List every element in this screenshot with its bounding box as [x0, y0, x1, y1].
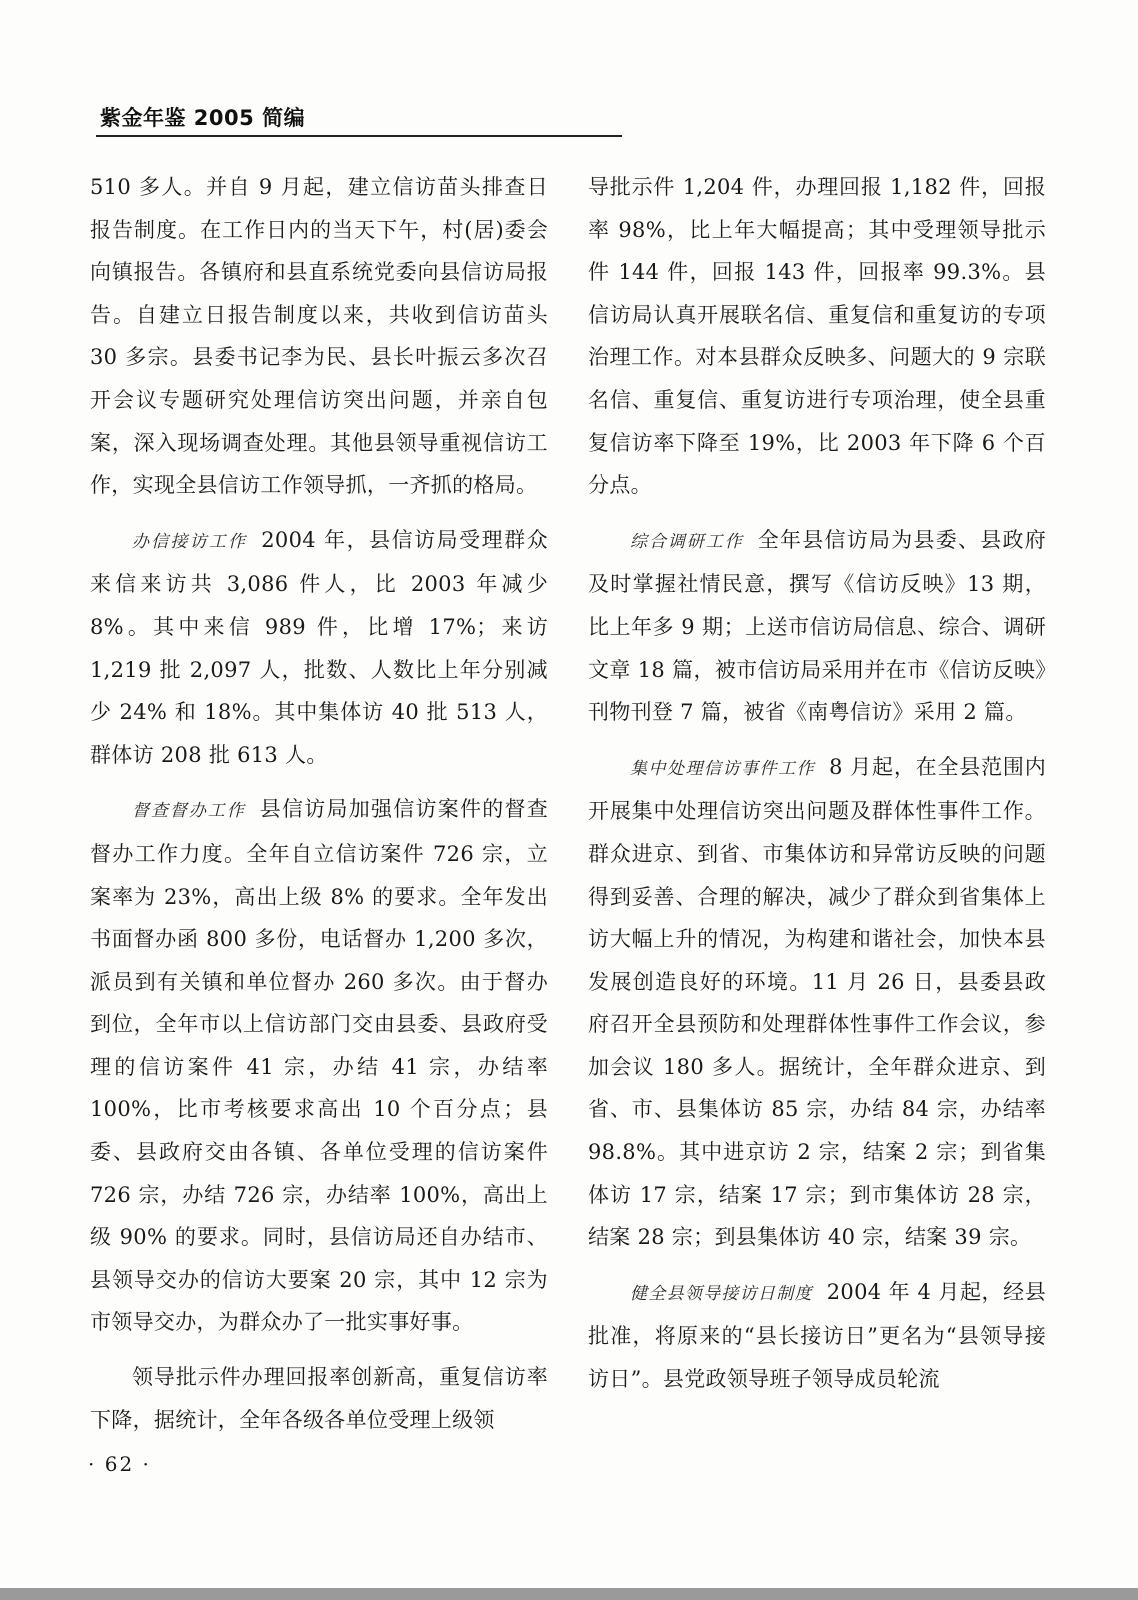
- paragraph-text: 2004 年 4 月起，经县批准，将原来的“县长接访日”更名为“县领导接访日”。县党政领导班子领导成员轮流: [588, 1279, 1047, 1392]
- right-column: [588, 166, 1046, 1401]
- paragraph-centralized-handling: [588, 746, 1046, 1259]
- left-column: [90, 166, 548, 1441]
- section-heading-centralized-handling: 集中处理信访事件工作: [630, 758, 816, 779]
- section-heading-supervision: 督查督办工作: [132, 801, 246, 822]
- paragraph-text: 2004 年，县信访局受理群众来信来访共 3,086 件人，比 2003 年减少 8%。其中来信 989 件，比增 17%；来访 1,219 批 2,097 人，批数、人数比上年分别减少 24% 和 18%。其中集体访 40 批 513 人，群体访 208 批 613 人。: [90, 527, 548, 767]
- paragraph-text: 全年县信访局为县委、县政府及时掌握社情民意，撰写《信访反映》13 期，比上年多 9 期；上送市信访局信息、综合、调研文章 18 篇，被市信访局采用并在市《信访反映》刊物刊登 7 篇，被省《南粤信访》采用 2 篇。: [588, 527, 1046, 725]
- paragraph-research: [588, 519, 1046, 734]
- paragraph-leader-instructions: 领导批示件办理回报率创新高，重复信访率下降，据统计，全年各级各单位受理上级领: [90, 1365, 548, 1432]
- scan-edge-shadow: [0, 1588, 1138, 1600]
- paragraph-continuation: 导批示件 1,204 件，办理回报 1,182 件，回报率 98%，比上年大幅提高；其中受理领导批示件 144 件，回报 143 件，回报率 99.3%。县信访局认真开展联名信、重复信和重复访的专项治理工作。对本县群众反映多、问题大的 9 宗联名信、重复信、重复访进行专项治理，使全县重复信访率下降至 19%，比 2003 年下降 6 个百分点。: [588, 175, 1046, 498]
- running-title: 紫金年鉴 2005 简编: [100, 106, 306, 130]
- paragraph-petition-handling: [90, 519, 548, 777]
- section-heading-petition-handling: 办信接访工作: [132, 531, 248, 552]
- paragraph-text: 8 月起，在全县范围内开展集中处理信访突出问题及群体性事件工作。群众进京、到省、市集体访和异常访反映的问题得到妥善、合理的解决，减少了群众到省集体上访大幅上升的情况，为构建和谐社会，加快本县发展创造良好的环境。11 月 26 日，县委县政府召开全县预防和处理群体性事件工作会议，参加会议 180 多人。据统计，全年群众进京、到省、市、县集体访 85 宗，办结 84 宗，办结率 98.8%。其中进京访 2 宗，结案 2 宗；到省集体访 17 宗，结案 17 宗；到市集体访 28 宗，结案 28 宗；到县集体访 40 宗，结案 39 宗。: [588, 754, 1047, 1250]
- header-rule: [96, 135, 622, 137]
- paragraph-supervision: [90, 788, 548, 1344]
- paragraph-reception-day: [588, 1271, 1046, 1401]
- section-heading-reception-day: 健全县领导接访日制度: [630, 1283, 813, 1304]
- page-number: · 62 ·: [88, 1452, 151, 1476]
- section-heading-research: 综合调研工作: [630, 531, 744, 552]
- paragraph-continuation: 510 多人。并自 9 月起，建立信访苗头排查日报告制度。在工作日内的当天下午，村(居)委会向镇报告。各镇府和县直系统党委向县信访局报告。自建立日报告制度以来，共收到信访苗头 30 多宗。县委书记李为民、县长叶振云多次召开会议专题研究处理信访突出问题，并亲自包案，深入现场调查处理。其他县领导重视信访工作，实现全县信访工作领导抓，一齐抓的格局。: [90, 175, 548, 498]
- paragraph-text: 县信访局加强信访案件的督查督办工作力度。全年自立信访案件 726 宗，立案率为 23%，高出上级 8% 的要求。全年发出书面督办函 800 多份，电话督办 1,200 多次，派员到有关镇和单位督办 260 多次。由于督办到位，全年市以上信访部门交由县委、县政府受理的信访案件 41 宗，办结 41 宗，办结率 100%，比市考核要求高出 10 个百分点；县委、县政府交由各镇、各单位受理的信访案件 726 宗，办结 726 宗，办结率 100%，高出上级 90% 的要求。同时，县信访局还自办结市、县领导交办的信访大要案 20 宗，其中 12 宗为市领导交办，为群众办了一批实事好事。: [90, 797, 548, 1335]
